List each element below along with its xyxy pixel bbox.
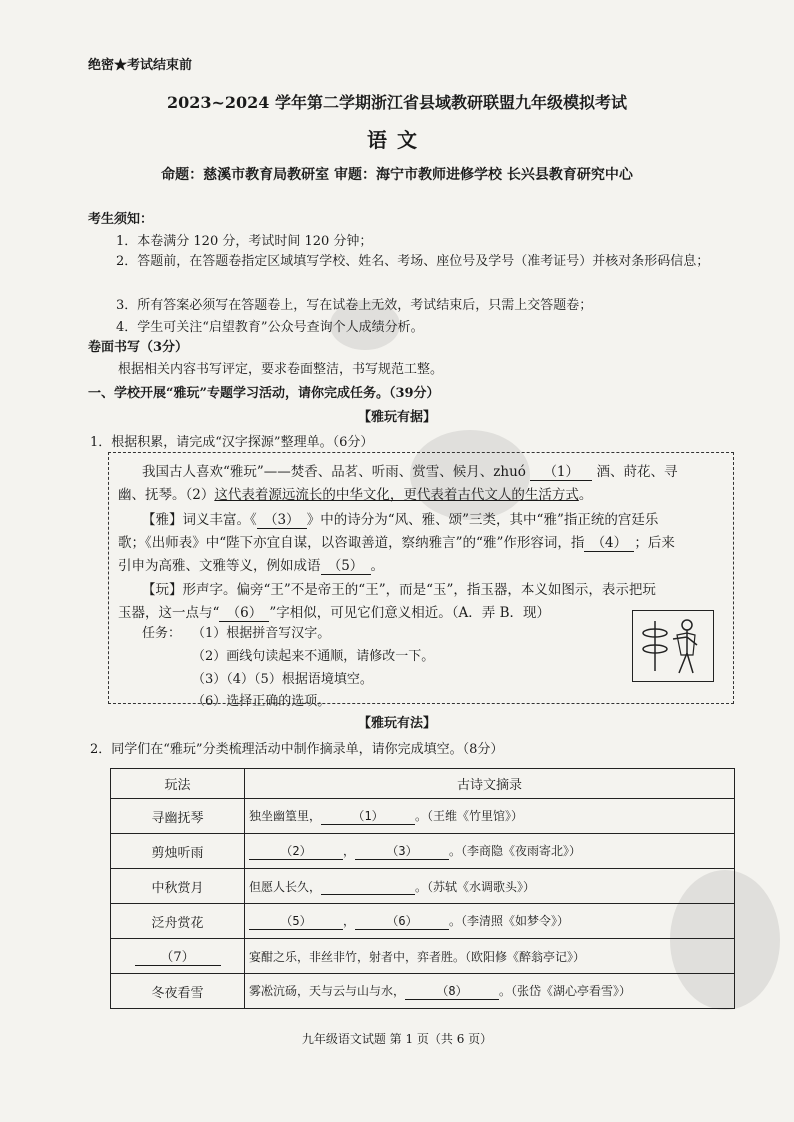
play-cell: 泛舟赏花 <box>111 904 245 939</box>
blank-6: （6） <box>219 601 269 622</box>
figure-playing-jade-icon <box>633 611 715 683</box>
exam-title: 2023~2024 学年第二学期浙江省县域教研联盟九年级模拟考试 <box>166 93 628 112</box>
question-1: 1．根据积累，请完成“汉字探源”整理单。（6分） <box>90 435 374 450</box>
excerpt-table <box>110 768 735 1009</box>
excerpt-cell: 雾凇沆砀，天与云与山与水， （8） 。（张岱《湖心亭看雪》） <box>245 974 735 1009</box>
confidential-label: 绝密★考试结束前 <box>88 58 193 73</box>
table-header: 古诗文摘录 <box>245 769 735 799</box>
box-line: 【玩】形声字。偏旁“王”不是帝王的“王”，而是“玉”，指玉器，本义如图示，表示把玩 <box>142 582 656 598</box>
question-2: 2．同学们在“雅玩”分类梳理活动中制作摘录单，请你完成填空。（8分） <box>90 742 504 757</box>
ancient-glyph-illustration <box>632 610 714 682</box>
excerpt-cell: （2） ， （3） 。（李商隐《夜雨寄北》） <box>245 834 735 869</box>
subject-title: 语文 <box>367 128 427 152</box>
section1-heading: 一、学校开展“雅玩”专题学习活动，请你完成任务。（39分） <box>88 386 440 401</box>
task-item: （1）根据拼音写汉字。 <box>192 626 331 641</box>
table-row <box>111 974 735 1009</box>
notice-item: 3．所有答案必须写在答题卷上，写在试卷上无效，考试结束后，只需上交答题卷； <box>116 298 593 313</box>
table-header-row <box>111 769 735 799</box>
blank: （5） <box>249 912 343 930</box>
underlined-sentence: 这代表着源远流长的中华文化，更代表着古代文人的生活方式 <box>214 487 579 503</box>
subsection-heading: 【雅玩有法】 <box>357 716 436 731</box>
play-cell: 冬夜看雪 <box>111 974 245 1009</box>
page-footer: 九年级语文试题 第 1 页（共 6 页） <box>301 1032 493 1046</box>
table-row <box>111 799 735 834</box>
excerpt-cell: 独坐幽篁里， （1） 。（王维《竹里馆》） <box>245 799 735 834</box>
blank-7: （7） <box>135 946 221 966</box>
blank: （8） <box>405 982 499 1000</box>
table-row <box>111 904 735 939</box>
table-row <box>111 869 735 904</box>
excerpt-cell: （5） ， （6） 。（李清照《如梦令》） <box>245 904 735 939</box>
notice-item: 4．学生可关注“启望教育”公众号查询个人成绩分析。 <box>116 320 424 335</box>
blank-1: （1） <box>530 460 592 481</box>
box-line: 玉器，这一点与“ （6） ”字相似，可见它们意义相近。（A．弄 B．现） <box>118 601 550 622</box>
subsection-heading: 【雅玩有据】 <box>357 410 436 425</box>
box-line: 【雅】词义丰富。《 （3） 》中的诗分为“风、雅、颂”三类，其中“雅”指正统的宫廷乐 <box>142 508 658 529</box>
play-cell: 寻幽抚琴 <box>111 799 245 834</box>
box-line: 我国古人喜欢“雅玩”——焚香、品茗、听雨、赏雪、候月、zhuó （1） 酒、莳花、寻 <box>142 460 678 481</box>
play-cell <box>111 939 245 974</box>
handwriting-heading: 卷面书写（3分） <box>88 340 189 355</box>
blank-4: （4） <box>584 531 634 552</box>
authors-line: 命题：慈溪市教育局教研室 审题：海宁市教师进修学校 长兴县教育研究中心 <box>161 167 633 183</box>
table-row <box>111 939 735 974</box>
task-label: 任务： <box>142 626 182 641</box>
notice-item: 1．本卷满分 120 分，考试时间 120 分钟； <box>116 234 373 249</box>
notice-heading: 考生须知： <box>88 212 154 227</box>
box-line: 歌；《出师表》中“陛下亦宜自谋，以咨诹善道，察纳雅言”的“雅”作形容词，指 （4） ；后来 <box>118 531 675 552</box>
blank-5: （5） <box>321 554 371 575</box>
task-item: （2）画线句读起来不通顺，请修改一下。 <box>192 649 435 664</box>
task-item: （3）（4）（5）根据语境填空。 <box>192 672 373 687</box>
blank: （1） <box>321 807 415 825</box>
play-cell: 剪烛听雨 <box>111 834 245 869</box>
box-line: 幽、抚琴。（2）这代表着源远流长的中华文化，更代表着古代文人的生活方式。 <box>118 487 593 503</box>
notice-item: 2．答题前，在答题卷指定区域填写学校、姓名、考场、座位号及学号（准考证号）并核对条形码信息； <box>116 254 710 269</box>
play-cell: 中秋赏月 <box>111 869 245 904</box>
handwriting-text: 根据相关内容书写评定，要求卷面整洁，书写规范工整。 <box>118 362 444 377</box>
table-row <box>111 834 735 869</box>
box-line: 引申为高雅、文雅等义，例如成语 （5） 。 <box>118 554 384 575</box>
blank <box>321 880 415 895</box>
blank: （6） <box>355 912 449 930</box>
excerpt-cell: 但愿人长久， 。（苏轼《水调歌头》） <box>245 869 735 904</box>
table-header: 玩法 <box>111 769 245 799</box>
blank: （2） <box>249 842 343 860</box>
blank: （3） <box>355 842 449 860</box>
task-item: （6）选择正确的选项。 <box>192 694 331 709</box>
blank-3: （3） <box>257 508 307 529</box>
excerpt-cell: 宴酣之乐，非丝非竹，射者中，弈者胜。（欧阳修《醉翁亭记》） <box>245 939 735 974</box>
